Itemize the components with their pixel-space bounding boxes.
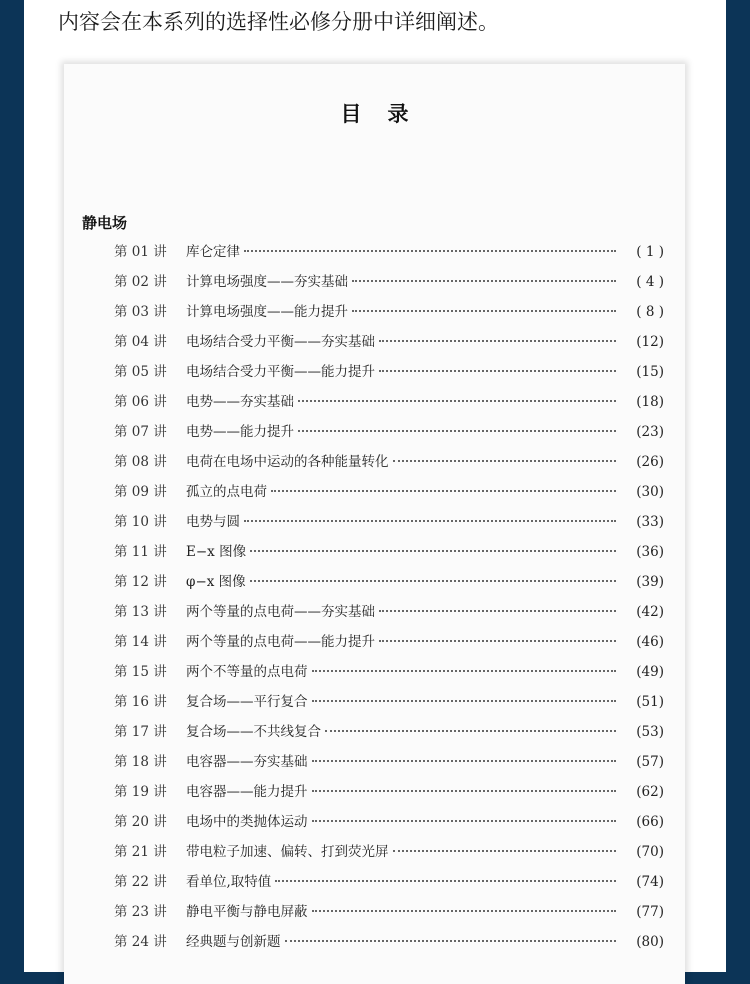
toc-entry: [114, 870, 664, 900]
toc-dot-leader: [271, 490, 616, 492]
toc-entry: [114, 780, 664, 810]
toc-entry: [114, 750, 664, 780]
toc-entry: [114, 360, 664, 390]
toc-entry-title: 电场中的类抛体运动: [186, 814, 308, 830]
toc-entry-title: 经典题与创新题: [186, 934, 281, 950]
toc-entry-title: 电荷在电场中运动的各种能量转化: [186, 454, 389, 470]
toc-entry-title: 复合场——平行复合: [186, 694, 308, 710]
toc-entry: [114, 450, 664, 480]
toc-dot-leader: [312, 820, 617, 822]
toc-entry-title: 复合场——不共线复合: [186, 724, 321, 740]
toc-entry-page: (74): [636, 874, 664, 890]
toc-dot-leader: [393, 850, 617, 852]
toc-dot-leader: [352, 310, 616, 312]
toc-entry-page: (51): [636, 694, 664, 710]
toc-entry-number: 第 05 讲: [114, 364, 167, 380]
toc-entry: [114, 690, 664, 720]
toc-entry-page: (30): [636, 484, 664, 500]
toc-entry-page: (12): [636, 334, 664, 350]
toc-dot-leader: [379, 610, 616, 612]
toc-entry-title: 静电平衡与静电屏蔽: [186, 904, 308, 920]
toc-entry-page: (33): [636, 514, 664, 530]
toc-entry: [114, 840, 664, 870]
toc-entry-title: 电场结合受力平衡——夯实基础: [186, 334, 375, 350]
toc-entry-page: (57): [636, 754, 664, 770]
toc-entry-title: 计算电场强度——能力提升: [186, 304, 348, 320]
toc-entry-title: 电场结合受力平衡——能力提升: [186, 364, 375, 380]
toc-entry: [114, 900, 664, 930]
toc-title: 目录: [340, 101, 435, 126]
toc-entry: [114, 600, 664, 630]
toc-entry-page: ( 1 ): [636, 244, 664, 260]
toc-entry-title: 计算电场强度——夯实基础: [186, 274, 348, 290]
toc-entry-title: 孤立的点电荷: [186, 484, 267, 500]
toc-dot-leader: [298, 400, 616, 402]
toc-dot-leader: [379, 640, 616, 642]
toc-entry-number: 第 01 讲: [114, 244, 167, 260]
toc-entry: [114, 330, 664, 360]
toc-entry-number: 第 02 讲: [114, 274, 167, 290]
toc-entry-title: φ−x 图像: [186, 574, 246, 590]
toc-list: [114, 240, 664, 960]
toc-entry-page: (36): [636, 544, 664, 560]
toc-entry-page: (66): [636, 814, 664, 830]
toc-entry-number: 第 15 讲: [114, 664, 167, 680]
toc-entry: [114, 240, 664, 270]
toc-entry-title: 电势——能力提升: [186, 424, 294, 440]
toc-entry-page: (46): [636, 634, 664, 650]
toc-entry-number: 第 20 讲: [114, 814, 167, 830]
toc-entry-title: 带电粒子加速、偏转、打到荧光屏: [186, 844, 389, 860]
toc-dot-leader: [393, 460, 617, 462]
toc-entry-page: (23): [636, 424, 664, 440]
toc-entry-page: (77): [636, 904, 664, 920]
toc-dot-leader: [275, 880, 616, 882]
toc-entry: [114, 300, 664, 330]
toc-entry: [114, 540, 664, 570]
toc-entry: [114, 720, 664, 750]
toc-dot-leader: [325, 730, 616, 732]
toc-dot-leader: [285, 940, 617, 942]
toc-entry-page: (15): [636, 364, 664, 380]
toc-entry-title: 看单位,取特值: [186, 874, 272, 890]
toc-dot-leader: [352, 280, 616, 282]
toc-entry-title: E−x 图像: [186, 544, 247, 560]
toc-entry: [114, 660, 664, 690]
toc-entry: [114, 420, 664, 450]
toc-dot-leader: [250, 580, 616, 582]
toc-entry-number: 第 16 讲: [114, 694, 167, 710]
toc-entry-number: 第 14 讲: [114, 634, 167, 650]
toc-entry-page: ( 4 ): [636, 274, 664, 290]
toc-entry: [114, 270, 664, 300]
toc-entry-number: 第 13 讲: [114, 604, 167, 620]
toc-dot-leader: [312, 760, 617, 762]
toc-entry-number: 第 10 讲: [114, 514, 167, 530]
toc-entry-number: 第 03 讲: [114, 304, 167, 320]
toc-entry: [114, 810, 664, 840]
toc-dot-leader: [244, 520, 616, 522]
toc-dot-leader: [379, 340, 616, 342]
toc-entry-title: 电容器——能力提升: [186, 784, 308, 800]
toc-entry-number: 第 18 讲: [114, 754, 167, 770]
toc-entry-page: ( 8 ): [636, 304, 664, 320]
toc-entry: [114, 930, 664, 960]
toc-dot-leader: [298, 430, 616, 432]
toc-entry-number: 第 06 讲: [114, 394, 167, 410]
toc-page-image: [64, 64, 685, 984]
toc-entry-page: (62): [636, 784, 664, 800]
toc-entry-title: 两个不等量的点电荷: [186, 664, 308, 680]
toc-entry-title: 两个等量的点电荷——夯实基础: [186, 604, 375, 620]
content-panel: [24, 0, 726, 972]
toc-entry-number: 第 12 讲: [114, 574, 167, 590]
toc-entry-number: 第 04 讲: [114, 334, 167, 350]
toc-entry: [114, 630, 664, 660]
toc-entry-page: (80): [636, 934, 664, 950]
toc-entry-title: 电容器——夯实基础: [186, 754, 308, 770]
toc-entry-title: 电势与圆: [186, 514, 240, 530]
toc-entry-number: 第 17 讲: [114, 724, 167, 740]
toc-entry: [114, 480, 664, 510]
toc-dot-leader: [244, 250, 616, 252]
toc-entry-number: 第 08 讲: [114, 454, 167, 470]
toc-entry-number: 第 19 讲: [114, 784, 167, 800]
toc-entry-title: 两个等量的点电荷——能力提升: [186, 634, 375, 650]
toc-dot-leader: [379, 370, 616, 372]
toc-entry: [114, 510, 664, 540]
toc-dot-leader: [250, 550, 616, 552]
toc-dot-leader: [312, 790, 617, 792]
toc-entry-page: (18): [636, 394, 664, 410]
toc-dot-leader: [312, 670, 617, 672]
toc-entry-page: (49): [636, 664, 664, 680]
toc-dot-leader: [312, 910, 617, 912]
toc-entry-page: (26): [636, 454, 664, 470]
toc-dot-leader: [312, 700, 617, 702]
toc-entry-title: 库仑定律: [186, 244, 240, 260]
intro-text: 内容会在本系列的选择性必修分册中详细阐述。: [58, 10, 499, 34]
toc-entry-number: 第 24 讲: [114, 934, 167, 950]
toc-entry-number: 第 23 讲: [114, 904, 167, 920]
toc-entry-number: 第 07 讲: [114, 424, 167, 440]
toc-entry-number: 第 22 讲: [114, 874, 167, 890]
toc-entry: [114, 570, 664, 600]
toc-entry-page: (70): [636, 844, 664, 860]
toc-entry-page: (39): [636, 574, 664, 590]
toc-entry: [114, 390, 664, 420]
toc-entry-title: 电势——夯实基础: [186, 394, 294, 410]
section-title: 静电场: [82, 214, 128, 232]
toc-entry-number: 第 21 讲: [114, 844, 167, 860]
toc-entry-number: 第 11 讲: [114, 544, 167, 560]
toc-entry-page: (53): [636, 724, 664, 740]
toc-entry-number: 第 09 讲: [114, 484, 167, 500]
toc-entry-page: (42): [636, 604, 664, 620]
